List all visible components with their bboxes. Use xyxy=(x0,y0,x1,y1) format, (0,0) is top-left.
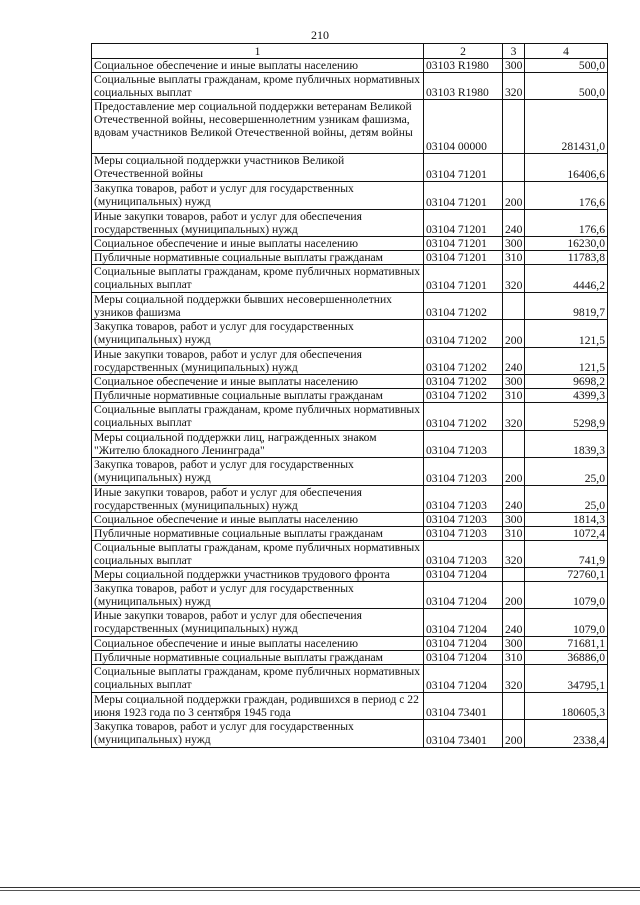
row-code-cell: 03104 71203 xyxy=(424,431,503,458)
table-row xyxy=(92,251,608,265)
row-type-cell: 300 xyxy=(503,59,525,73)
row-code-cell: 03104 71204 xyxy=(424,582,503,609)
row-code-cell: 03104 73401 xyxy=(424,693,503,720)
table-row xyxy=(92,609,608,637)
table-row xyxy=(92,389,608,403)
row-type-cell: 310 xyxy=(503,651,525,665)
table-row xyxy=(92,100,608,154)
row-name-cell: Социальное обеспечение и иные выплаты населению xyxy=(92,637,424,651)
row-amount-cell: 180605,3 xyxy=(525,693,608,720)
row-amount-cell: 72760,1 xyxy=(525,568,608,582)
row-amount-cell: 9698,2 xyxy=(525,375,608,389)
row-type-cell: 300 xyxy=(503,513,525,527)
row-name-cell: Предоставление мер социальной поддержки ветеранам Великой Отечественной войны, несовершеннолетним узникам фашизма, вдовам участников Великой Отечественной войны, детям войны xyxy=(92,100,424,154)
row-name-cell: Социальные выплаты гражданам, кроме публичных нормативных социальных выплат xyxy=(92,403,424,431)
table-body xyxy=(92,59,608,748)
row-amount-cell: 1079,0 xyxy=(525,582,608,609)
row-code-cell: 03104 71201 xyxy=(424,251,503,265)
row-type-cell: 240 xyxy=(503,609,525,637)
table-row xyxy=(92,210,608,237)
row-type-cell: 200 xyxy=(503,458,525,486)
row-type-cell xyxy=(503,431,525,458)
row-name-cell: Социальные выплаты гражданам, кроме публичных нормативных социальных выплат xyxy=(92,665,424,693)
row-type-cell: 240 xyxy=(503,348,525,375)
row-amount-cell: 1814,3 xyxy=(525,513,608,527)
row-type-cell: 200 xyxy=(503,720,525,748)
row-code-cell: 03104 71203 xyxy=(424,541,503,568)
table-row xyxy=(92,73,608,100)
row-name-cell: Закупка товаров, работ и услуг для государственных (муниципальных) нужд xyxy=(92,720,424,748)
row-type-cell: 200 xyxy=(503,582,525,609)
row-code-cell: 03104 71202 xyxy=(424,389,503,403)
header-col-3: 3 xyxy=(503,44,525,59)
row-type-cell: 320 xyxy=(503,403,525,431)
row-amount-cell: 500,0 xyxy=(525,73,608,100)
row-amount-cell: 500,0 xyxy=(525,59,608,73)
row-name-cell: Иные закупки товаров, работ и услуг для обеспечения государственных (муниципальных) нужд xyxy=(92,486,424,513)
table-row xyxy=(92,568,608,582)
table-row xyxy=(92,527,608,541)
row-code-cell: 03104 71201 xyxy=(424,265,503,293)
row-name-cell: Меры социальной поддержки граждан, родившихся в период с 22 июня 1923 года по 3 сентября 1945 года xyxy=(92,693,424,720)
row-type-cell: 300 xyxy=(503,637,525,651)
table-row xyxy=(92,320,608,348)
header-col-2: 2 xyxy=(424,44,503,59)
row-name-cell: Иные закупки товаров, работ и услуг для обеспечения государственных (муниципальных) нужд xyxy=(92,609,424,637)
row-code-cell: 03104 71203 xyxy=(424,513,503,527)
row-name-cell: Иные закупки товаров, работ и услуг для обеспечения государственных (муниципальных) нужд xyxy=(92,210,424,237)
row-type-cell xyxy=(503,154,525,182)
row-type-cell: 300 xyxy=(503,375,525,389)
table-row xyxy=(92,458,608,486)
row-name-cell: Меры социальной поддержки лиц, награжденных знаком "Жителю блокадного Ленинграда" xyxy=(92,431,424,458)
row-amount-cell: 71681,1 xyxy=(525,637,608,651)
row-name-cell: Публичные нормативные социальные выплаты гражданам xyxy=(92,651,424,665)
row-type-cell: 310 xyxy=(503,527,525,541)
table-row xyxy=(92,265,608,293)
table-row xyxy=(92,348,608,375)
row-name-cell: Публичные нормативные социальные выплаты гражданам xyxy=(92,251,424,265)
row-amount-cell: 25,0 xyxy=(525,486,608,513)
row-name-cell: Закупка товаров, работ и услуг для государственных (муниципальных) нужд xyxy=(92,582,424,609)
table-row xyxy=(92,431,608,458)
row-code-cell: 03104 71201 xyxy=(424,154,503,182)
table-row xyxy=(92,375,608,389)
row-type-cell: 200 xyxy=(503,320,525,348)
table-row xyxy=(92,541,608,568)
row-code-cell: 03104 71204 xyxy=(424,665,503,693)
row-code-cell: 03104 71201 xyxy=(424,210,503,237)
row-amount-cell: 9819,7 xyxy=(525,293,608,320)
row-amount-cell: 11783,8 xyxy=(525,251,608,265)
row-name-cell: Меры социальной поддержки бывших несовершеннолетних узников фашизма xyxy=(92,293,424,320)
table-row xyxy=(92,513,608,527)
table-row xyxy=(92,637,608,651)
row-type-cell: 320 xyxy=(503,73,525,100)
table-row xyxy=(92,665,608,693)
row-type-cell xyxy=(503,693,525,720)
row-code-cell: 03104 73401 xyxy=(424,720,503,748)
row-amount-cell: 5298,9 xyxy=(525,403,608,431)
row-name-cell: Социальные выплаты гражданам, кроме публичных нормативных социальных выплат xyxy=(92,541,424,568)
row-amount-cell: 1072,4 xyxy=(525,527,608,541)
table-row xyxy=(92,720,608,748)
row-name-cell: Социальное обеспечение и иные выплаты населению xyxy=(92,513,424,527)
row-name-cell: Социальное обеспечение и иные выплаты населению xyxy=(92,237,424,251)
row-type-cell: 240 xyxy=(503,486,525,513)
row-code-cell: 03104 71202 xyxy=(424,293,503,320)
row-name-cell: Меры социальной поддержки участников трудового фронта xyxy=(92,568,424,582)
row-code-cell: 03104 00000 xyxy=(424,100,503,154)
row-code-cell: 03104 71204 xyxy=(424,568,503,582)
row-type-cell: 310 xyxy=(503,251,525,265)
row-type-cell: 240 xyxy=(503,210,525,237)
row-type-cell: 320 xyxy=(503,265,525,293)
header-col-4: 4 xyxy=(525,44,608,59)
row-amount-cell: 176,6 xyxy=(525,182,608,210)
row-code-cell: 03104 71201 xyxy=(424,237,503,251)
row-name-cell: Закупка товаров, работ и услуг для государственных (муниципальных) нужд xyxy=(92,458,424,486)
row-code-cell: 03104 71204 xyxy=(424,637,503,651)
row-type-cell xyxy=(503,293,525,320)
row-type-cell: 200 xyxy=(503,182,525,210)
row-code-cell: 03104 71204 xyxy=(424,609,503,637)
row-code-cell: 03104 71202 xyxy=(424,320,503,348)
row-type-cell xyxy=(503,100,525,154)
row-code-cell: 03104 71201 xyxy=(424,182,503,210)
table-row xyxy=(92,582,608,609)
row-name-cell: Социальные выплаты гражданам, кроме публичных нормативных социальных выплат xyxy=(92,265,424,293)
row-amount-cell: 121,5 xyxy=(525,320,608,348)
row-amount-cell: 1839,3 xyxy=(525,431,608,458)
row-name-cell: Иные закупки товаров, работ и услуг для обеспечения государственных (муниципальных) нужд xyxy=(92,348,424,375)
row-type-cell: 320 xyxy=(503,665,525,693)
row-code-cell: 03104 71202 xyxy=(424,348,503,375)
table-row xyxy=(92,182,608,210)
row-type-cell: 320 xyxy=(503,541,525,568)
row-amount-cell: 4446,2 xyxy=(525,265,608,293)
row-name-cell: Закупка товаров, работ и услуг для государственных (муниципальных) нужд xyxy=(92,320,424,348)
row-amount-cell: 34795,1 xyxy=(525,665,608,693)
row-code-cell: 03104 71202 xyxy=(424,375,503,389)
bottom-rule xyxy=(0,887,640,888)
row-type-cell xyxy=(503,568,525,582)
row-code-cell: 03103 R1980 xyxy=(424,73,503,100)
row-amount-cell: 16406,6 xyxy=(525,154,608,182)
row-code-cell: 03104 71203 xyxy=(424,527,503,541)
bottom-rule-2 xyxy=(0,890,640,891)
page-number: 210 xyxy=(311,28,329,42)
table-row xyxy=(92,293,608,320)
row-amount-cell: 25,0 xyxy=(525,458,608,486)
table-header-row xyxy=(92,44,608,59)
header-col-1: 1 xyxy=(92,44,424,59)
table-row xyxy=(92,651,608,665)
row-code-cell: 03103 R1980 xyxy=(424,59,503,73)
row-name-cell: Социальное обеспечение и иные выплаты населению xyxy=(92,59,424,73)
row-amount-cell: 176,6 xyxy=(525,210,608,237)
row-code-cell: 03104 71204 xyxy=(424,651,503,665)
row-code-cell: 03104 71203 xyxy=(424,486,503,513)
row-amount-cell: 121,5 xyxy=(525,348,608,375)
table-row xyxy=(92,154,608,182)
row-amount-cell: 16230,0 xyxy=(525,237,608,251)
row-amount-cell: 2338,4 xyxy=(525,720,608,748)
row-code-cell: 03104 71202 xyxy=(424,403,503,431)
row-amount-cell: 281431,0 xyxy=(525,100,608,154)
row-name-cell: Социальные выплаты гражданам, кроме публичных нормативных социальных выплат xyxy=(92,73,424,100)
table-row xyxy=(92,486,608,513)
budget-table xyxy=(91,43,608,748)
row-name-cell: Закупка товаров, работ и услуг для государственных (муниципальных) нужд xyxy=(92,182,424,210)
row-type-cell: 310 xyxy=(503,389,525,403)
row-name-cell: Публичные нормативные социальные выплаты гражданам xyxy=(92,527,424,541)
table-row xyxy=(92,403,608,431)
row-amount-cell: 4399,3 xyxy=(525,389,608,403)
row-name-cell: Меры социальной поддержки участников Великой Отечественной войны xyxy=(92,154,424,182)
row-type-cell: 300 xyxy=(503,237,525,251)
table-row xyxy=(92,237,608,251)
row-code-cell: 03104 71203 xyxy=(424,458,503,486)
row-amount-cell: 1079,0 xyxy=(525,609,608,637)
row-name-cell: Социальное обеспечение и иные выплаты населению xyxy=(92,375,424,389)
row-amount-cell: 36886,0 xyxy=(525,651,608,665)
table-row xyxy=(92,59,608,73)
row-amount-cell: 741,9 xyxy=(525,541,608,568)
table-row xyxy=(92,693,608,720)
row-name-cell: Публичные нормативные социальные выплаты гражданам xyxy=(92,389,424,403)
